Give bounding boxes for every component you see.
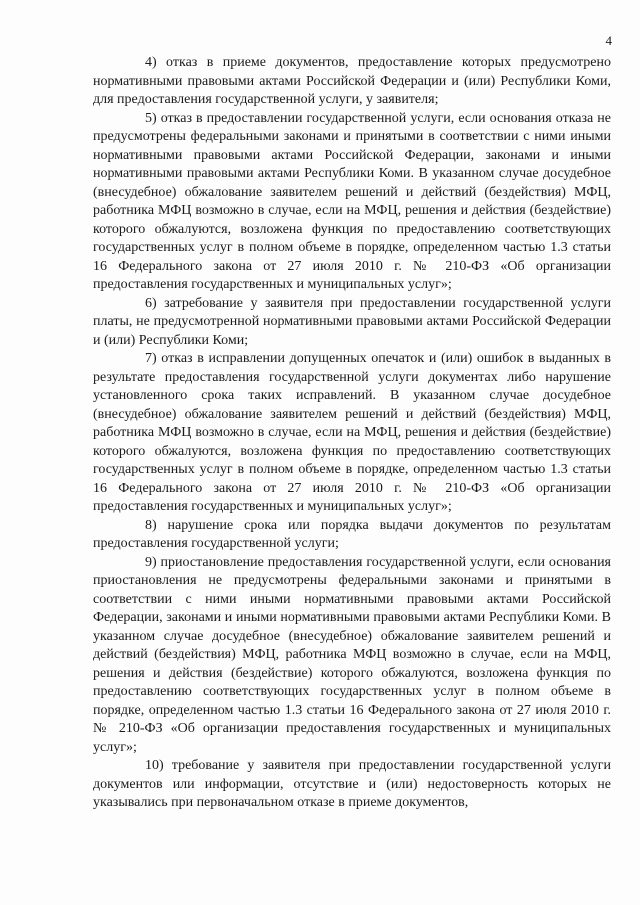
paragraph-item-7: 7) отказ в исправлении допущенных опечаток и (или) ошибок в выданных в результате предоставления государственной услуги документах либо нарушение установленного срока таких исправлений. В указанном случае досудебное (внесудебное) обжалование заявителем решений и действий (бездействия) МФЦ, работника МФЦ возможно в случае, если на МФЦ, решения и действия (бездействие) которого обжалуются, возложена функция по предоставлению соответствующих государственных услуг в полном объеме в порядке, определенном частью 1.3 статьи 16 Федерального закона от 27 июля 2010 г. № 210-ФЗ «Об организации предоставления государственных и муниципальных услуг»; [93,351,611,514]
document-body [93,54,611,813]
paragraph-item-10: 10) требование у заявителя при предоставлении государственной услуги документов или информации, отсутствие и (или) недостоверность которых не указывались при первоначальном отказе в приеме документов, [93,758,611,810]
paragraph-item-5: 5) отказ в предоставлении государственной услуги, если основания отказа не предусмотрены федеральными законами и принятыми в соответствии с ними иными нормативными правовыми актами Российской Федерации, законами и иными нормативными правовыми актами Республики Коми. В указанном случае досудебное (внесудебное) обжалование заявителем решений и действий (бездействия) МФЦ, работника МФЦ возможно в случае, если на МФЦ, решения и действия (бездействие) которого обжалуются, возложена функция по предоставлению соответствующих государственных услуг в полном объеме в порядке, определенном частью 1.3 статьи 16 Федерального закона от 27 июля 2010 г. № 210-ФЗ «Об организации предоставления государственных и муниципальных услуг»; [93,110,611,292]
paragraph-item-4: 4) отказ в приеме документов, предоставление которых предусмотрено нормативными правовыми актами Российской Федерации и (или) Республики Коми, для предоставления государственной услуги, у заявителя; [93,55,611,107]
page-number: 4 [605,33,612,48]
paragraph-item-8: 8) нарушение срока или порядка выдачи документов по результатам предоставления государственной услуги; [93,517,611,551]
paragraph-item-6: 6) затребование у заявителя при предоставлении государственной услуги платы, не предусмотренной нормативными правовыми актами Российской Федерации и (или) Республики Коми; [93,295,611,348]
paragraph-item-9: 9) приостановление предоставления государственной услуги, если основания приостановления не предусмотрены федеральными законами и принятыми в соответствии с ними иными нормативными правовыми актами Российской Федерации, законами и иными нормативными правовыми актами Республики Коми. В указанном случае досудебное (внесудебное) обжалование заявителем решений и действий (бездействия) МФЦ, работника МФЦ возможно в случае, если на МФЦ, решения и действия (бездействие) которого обжалуются, возложена функция по предоставлению соответствующих государственных услуг в полном объеме в порядке, определенном частью 1.3 статьи 16 Федерального закона от 27 июля 2010 г. № 210-ФЗ «Об организации предоставления государственных и муниципальных услуг»; [93,554,611,755]
